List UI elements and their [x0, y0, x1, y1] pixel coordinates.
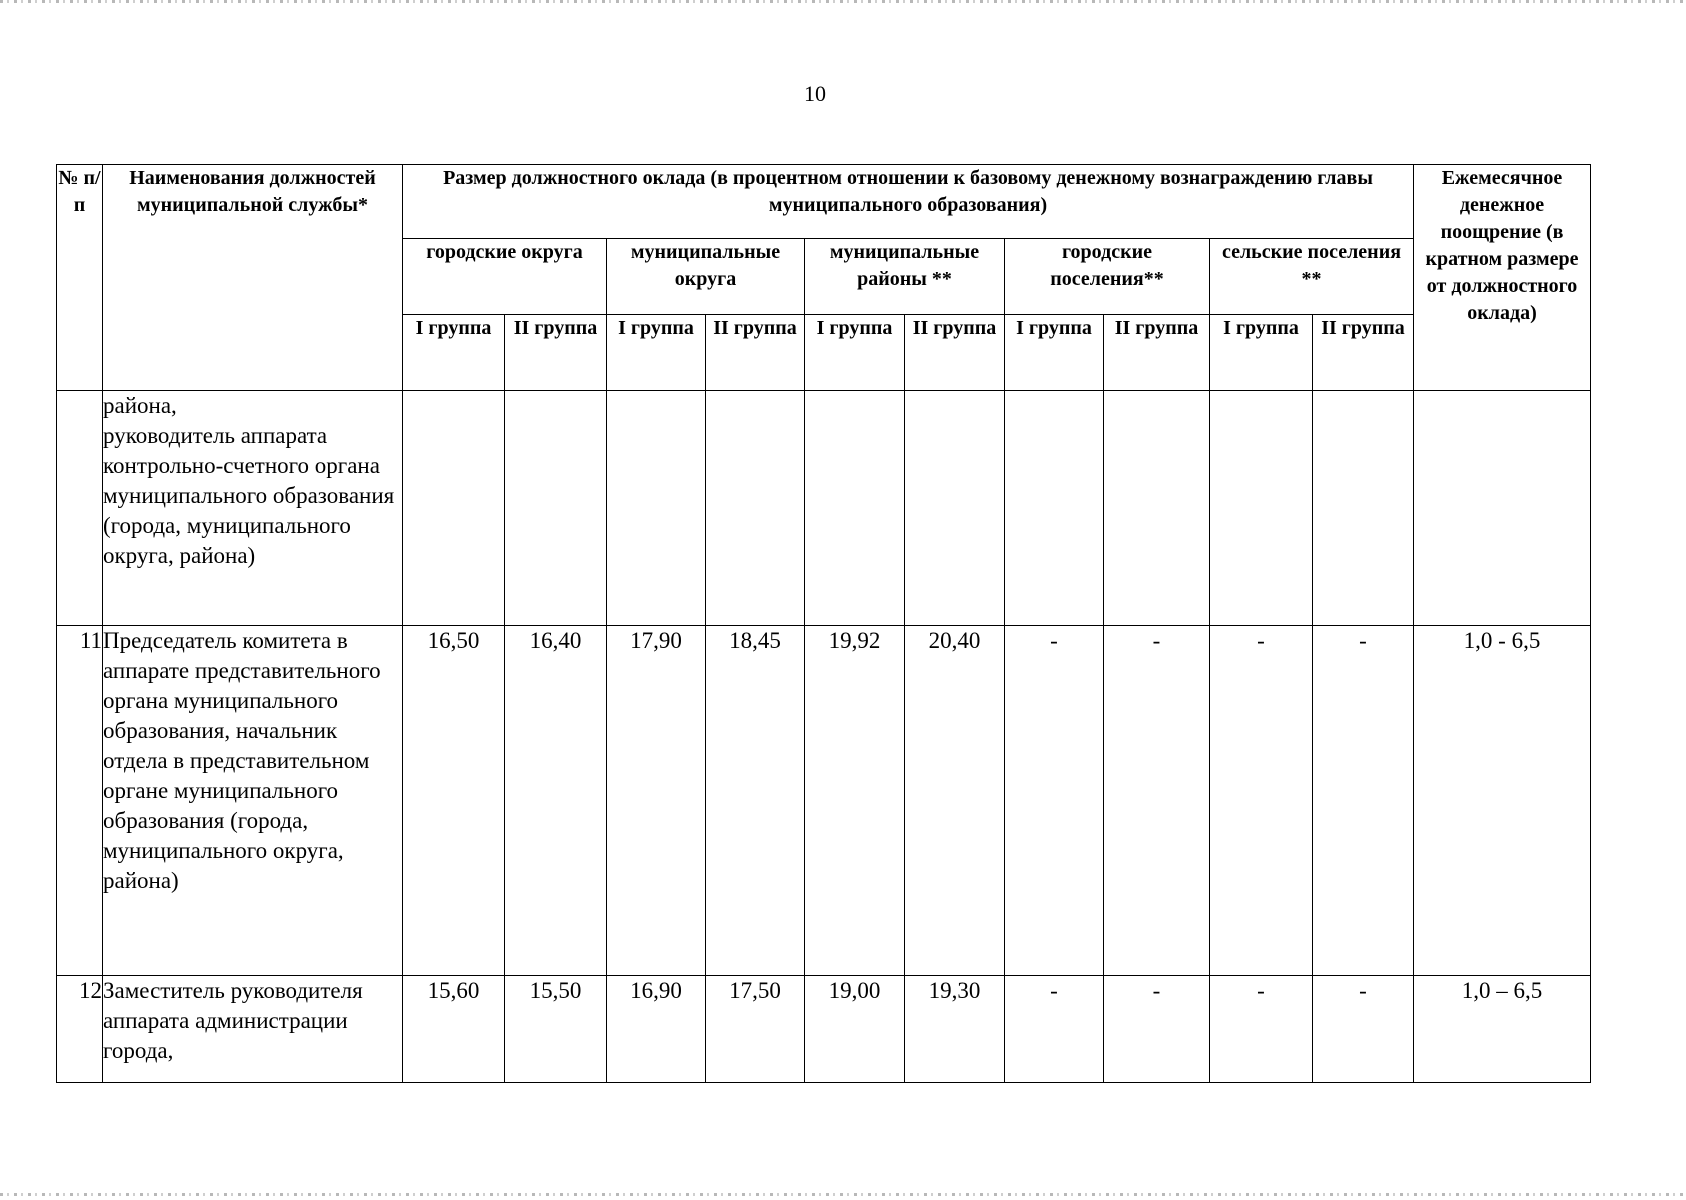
salary-value	[1210, 391, 1313, 626]
salary-value: 20,40	[905, 626, 1005, 976]
salary-value: 16,40	[505, 626, 607, 976]
header-subgroup: I группа	[403, 315, 505, 391]
position-name	[103, 391, 403, 626]
header-number: № п/п	[57, 165, 103, 391]
monthly-reward-value	[1414, 391, 1591, 626]
salary-value: 18,45	[706, 626, 805, 976]
scan-top-edge	[0, 0, 1686, 3]
salary-value	[706, 391, 805, 626]
position-name-line: района, руководитель аппарата контрольно-счетного органа муниципального образования (города, муниципального округа, района)	[103, 393, 395, 568]
table-row	[57, 626, 1591, 976]
scan-bottom-edge	[0, 1193, 1686, 1196]
row-number	[57, 391, 103, 626]
salary-value: -	[1104, 976, 1210, 1083]
monthly-reward-value: 1,0 – 6,5	[1414, 976, 1591, 1083]
table-header	[57, 165, 1591, 391]
salary-value: 16,50	[403, 626, 505, 976]
salary-value: 19,92	[805, 626, 905, 976]
salary-value: -	[1313, 976, 1414, 1083]
salary-value	[905, 391, 1005, 626]
header-subgroup: I группа	[607, 315, 706, 391]
salary-value: -	[1210, 626, 1313, 976]
table-row	[57, 976, 1591, 1083]
header-subgroup: I группа	[1005, 315, 1104, 391]
position-name: Председатель комитета в аппарате представительного органа муниципального образования, начальник отдела в представительном органе муниципального образования (города, муниципального округа, района)	[103, 626, 403, 976]
salary-value: 15,60	[403, 976, 505, 1083]
header-group-urban-settlements: городские поселения**	[1005, 239, 1210, 315]
salary-value: 15,50	[505, 976, 607, 1083]
salary-value: 19,30	[905, 976, 1005, 1083]
table-row	[57, 391, 1591, 626]
salary-value	[805, 391, 905, 626]
salary-value: -	[1210, 976, 1313, 1083]
header-subgroup: I группа	[805, 315, 905, 391]
salary-value	[505, 391, 607, 626]
salary-value	[1313, 391, 1414, 626]
salary-value: -	[1104, 626, 1210, 976]
header-group-city-districts: городские округа	[403, 239, 607, 315]
page-number: 10	[804, 81, 826, 106]
monthly-reward-value: 1,0 - 6,5	[1414, 626, 1591, 976]
row-number: 12	[57, 976, 103, 1083]
header-group-rural-settlements: сельские поселения **	[1210, 239, 1414, 315]
salary-table	[56, 164, 1591, 1083]
header-subgroup: II группа	[505, 315, 607, 391]
header-group-municipal-regions: муниципальные районы **	[805, 239, 1005, 315]
header-salary-size: Размер должностного оклада (в процентном отношении к базовому денежному вознаграждению главы муниципального образования)	[403, 165, 1414, 239]
salary-value	[403, 391, 505, 626]
header-subgroup: II группа	[1104, 315, 1210, 391]
header-monthly-reward: Ежемесячное денежное поощрение (в кратном размере от должностного оклада)	[1414, 165, 1591, 391]
salary-value	[1005, 391, 1104, 626]
header-subgroup: I группа	[1210, 315, 1313, 391]
row-number: 11	[57, 626, 103, 976]
salary-value: -	[1005, 626, 1104, 976]
header-subgroup: II группа	[1313, 315, 1414, 391]
header-subgroup: II группа	[905, 315, 1005, 391]
salary-value: 19,00	[805, 976, 905, 1083]
salary-value: -	[1313, 626, 1414, 976]
salary-value: -	[1005, 976, 1104, 1083]
salary-value: 16,90	[607, 976, 706, 1083]
salary-value: 17,50	[706, 976, 805, 1083]
salary-value	[1104, 391, 1210, 626]
table-body	[57, 391, 1591, 1083]
salary-value	[607, 391, 706, 626]
salary-value: 17,90	[607, 626, 706, 976]
position-name: Заместитель руководителя аппарата администрации города,	[103, 976, 403, 1083]
header-position-name: Наименования должностей муниципальной службы*	[103, 165, 403, 391]
header-subgroup: II группа	[706, 315, 805, 391]
header-group-municipal-districts: муниципальные округа	[607, 239, 805, 315]
